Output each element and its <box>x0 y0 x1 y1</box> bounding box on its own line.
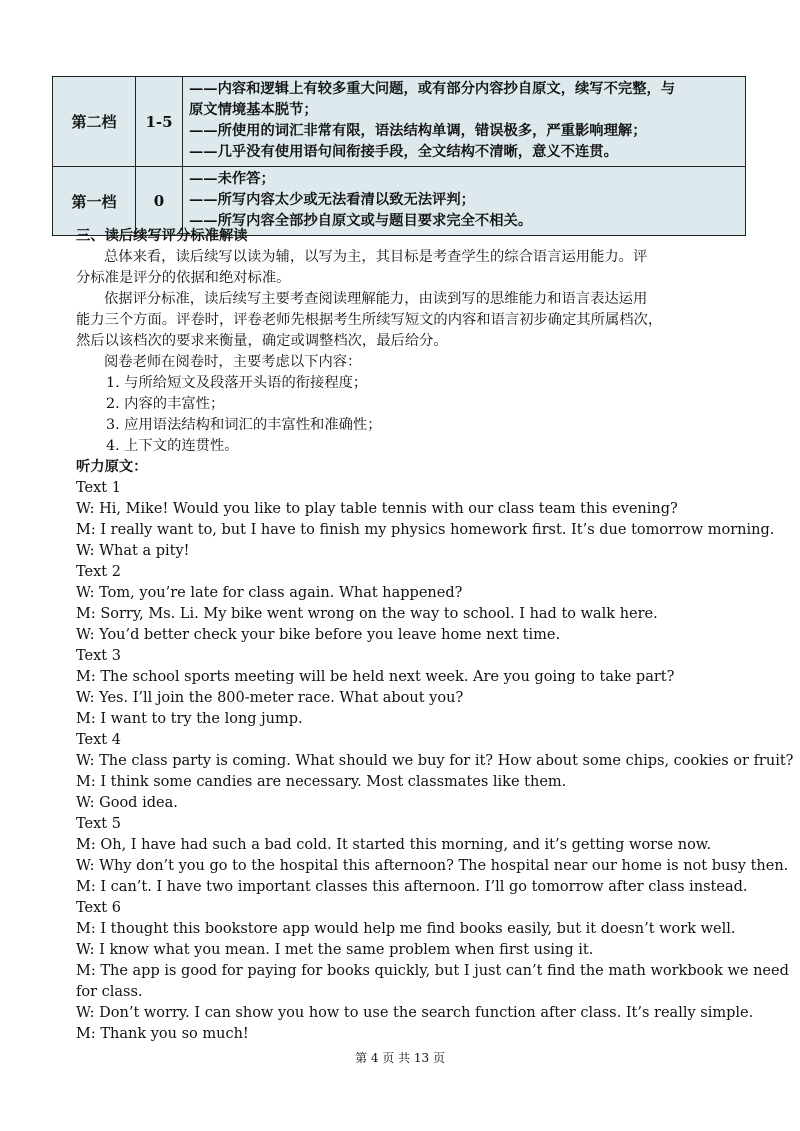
paragraph-line: 依据评分标准，读后续写主要考查阅读理解能力，由读到写的思维能力和语言表达运用 <box>104 291 648 307</box>
dialogue-line: M: I thought this bookstore app would help me find books easily, but it doesn’t work well. <box>76 921 736 937</box>
dialogue-line: W: Hi, Mike! Would you like to play table tennis with our class team this evening? <box>76 501 678 517</box>
main-text <box>76 226 794 1045</box>
listening-heading: 听力原文： <box>76 459 148 475</box>
dialogue-line: W: I know what you mean. I met the same problem when first using it. <box>76 942 594 958</box>
description-line: ——所写内容全部抄自原文或与题目要求完全不相关。 <box>189 213 533 229</box>
page-number: 第 4 页 共 13 页 <box>355 1051 445 1065</box>
text-label: Text 3 <box>76 648 121 664</box>
grade-score: 1-5 <box>136 77 183 167</box>
dialogue-line: W: The class party is coming. What should we buy for it? How about some chips, cookies or fruit? <box>76 753 794 769</box>
dialogue-line: W: Why don’t you go to the hospital this afternoon? The hospital near our home is not busy then. <box>76 858 789 874</box>
list-item: 4. 上下文的连贯性。 <box>106 438 239 454</box>
paragraph-line: 阅卷老师在阅卷时，主要考虑以下内容： <box>104 354 362 370</box>
description-line: ——所写内容太少或无法看清以致无法评判； <box>189 192 475 208</box>
paragraph-line: 然后以该档次的要求来衡量，确定或调整档次，最后给分。 <box>76 333 448 349</box>
description-line: ——内容和逻辑上有较多重大问题，或有部分内容抄自原文，续写不完整，与 <box>189 81 676 97</box>
dialogue-line: W: What a pity! <box>76 543 190 559</box>
text-label: Text 2 <box>76 564 121 580</box>
list-item: 2. 内容的丰富性； <box>106 396 225 412</box>
dialogue-line: W: Good idea. <box>76 795 178 811</box>
grade-description <box>183 77 746 167</box>
dialogue-line: M: I really want to, but I have to finish my physics homework first. It’s due tomorrow morning. <box>76 522 775 538</box>
description-line: ——未作答； <box>189 171 275 187</box>
dialogue-line: W: Tom, you’re late for class again. What happened? <box>76 585 463 601</box>
dialogue-line: M: I think some candies are necessary. Most classmates like them. <box>76 774 567 790</box>
grade-score: 0 <box>136 167 183 236</box>
description-line: 原文情境基本脱节； <box>189 102 318 118</box>
paragraph-line: 总体来看，读后续写以读为辅，以写为主，其目标是考查学生的综合语言运用能力。评 <box>104 249 648 265</box>
paragraph-line: 分标准是评分的依据和绝对标准。 <box>76 270 291 286</box>
paragraph-line: 能力三个方面。评卷时，评卷老师先根据考生所续写短文的内容和语言初步确定其所属档次， <box>76 312 663 328</box>
dialogue-line: M: Thank you so much! <box>76 1026 249 1042</box>
dialogue-line: W: Yes. I’ll join the 800-meter race. What about you? <box>76 690 464 706</box>
description-line: ——几乎没有使用语句间衔接手段，全文结构不清晰，意义不连贯。 <box>189 144 618 160</box>
list-item: 3. 应用语法结构和词汇的丰富性和准确性； <box>106 417 382 433</box>
dialogue-line: M: The app is good for paying for books quickly, but I just can’t find the math workbook we need <box>76 963 789 979</box>
text-label: Text 6 <box>76 900 121 916</box>
section-heading: 三、读后续写评分标准解读 <box>76 228 248 244</box>
dialogue-line: W: Don’t worry. I can show you how to use the search function after class. It’s really simple. <box>76 1005 754 1021</box>
scoring-table <box>52 76 746 236</box>
dialogue-line: W: You’d better check your bike before you leave home next time. <box>76 627 561 643</box>
dialogue-line: M: Oh, I have had such a bad cold. It started this morning, and it’s getting worse now. <box>76 837 712 853</box>
list-item: 1. 与所给短文及段落开头语的衔接程度； <box>106 375 368 391</box>
description-line: ——所使用的词汇非常有限，语法结构单调，错误极多，严重影响理解； <box>189 123 647 139</box>
dialogue-line: M: The school sports meeting will be held next week. Are you going to take part? <box>76 669 675 685</box>
dialogue-line: M: Sorry, Ms. Li. My bike went wrong on the way to school. I had to walk here. <box>76 606 658 622</box>
text-label: Text 1 <box>76 480 121 496</box>
grade-level: 第二档 <box>53 77 136 167</box>
dialogue-line: for class. <box>76 984 143 1000</box>
grade-level: 第一档 <box>53 167 136 236</box>
table-row <box>53 77 746 167</box>
text-label: Text 5 <box>76 816 121 832</box>
text-label: Text 4 <box>76 732 121 748</box>
dialogue-line: M: I can’t. I have two important classes this afternoon. I’ll go tomorrow after class instead. <box>76 879 748 895</box>
dialogue-line: M: I want to try the long jump. <box>76 711 303 727</box>
